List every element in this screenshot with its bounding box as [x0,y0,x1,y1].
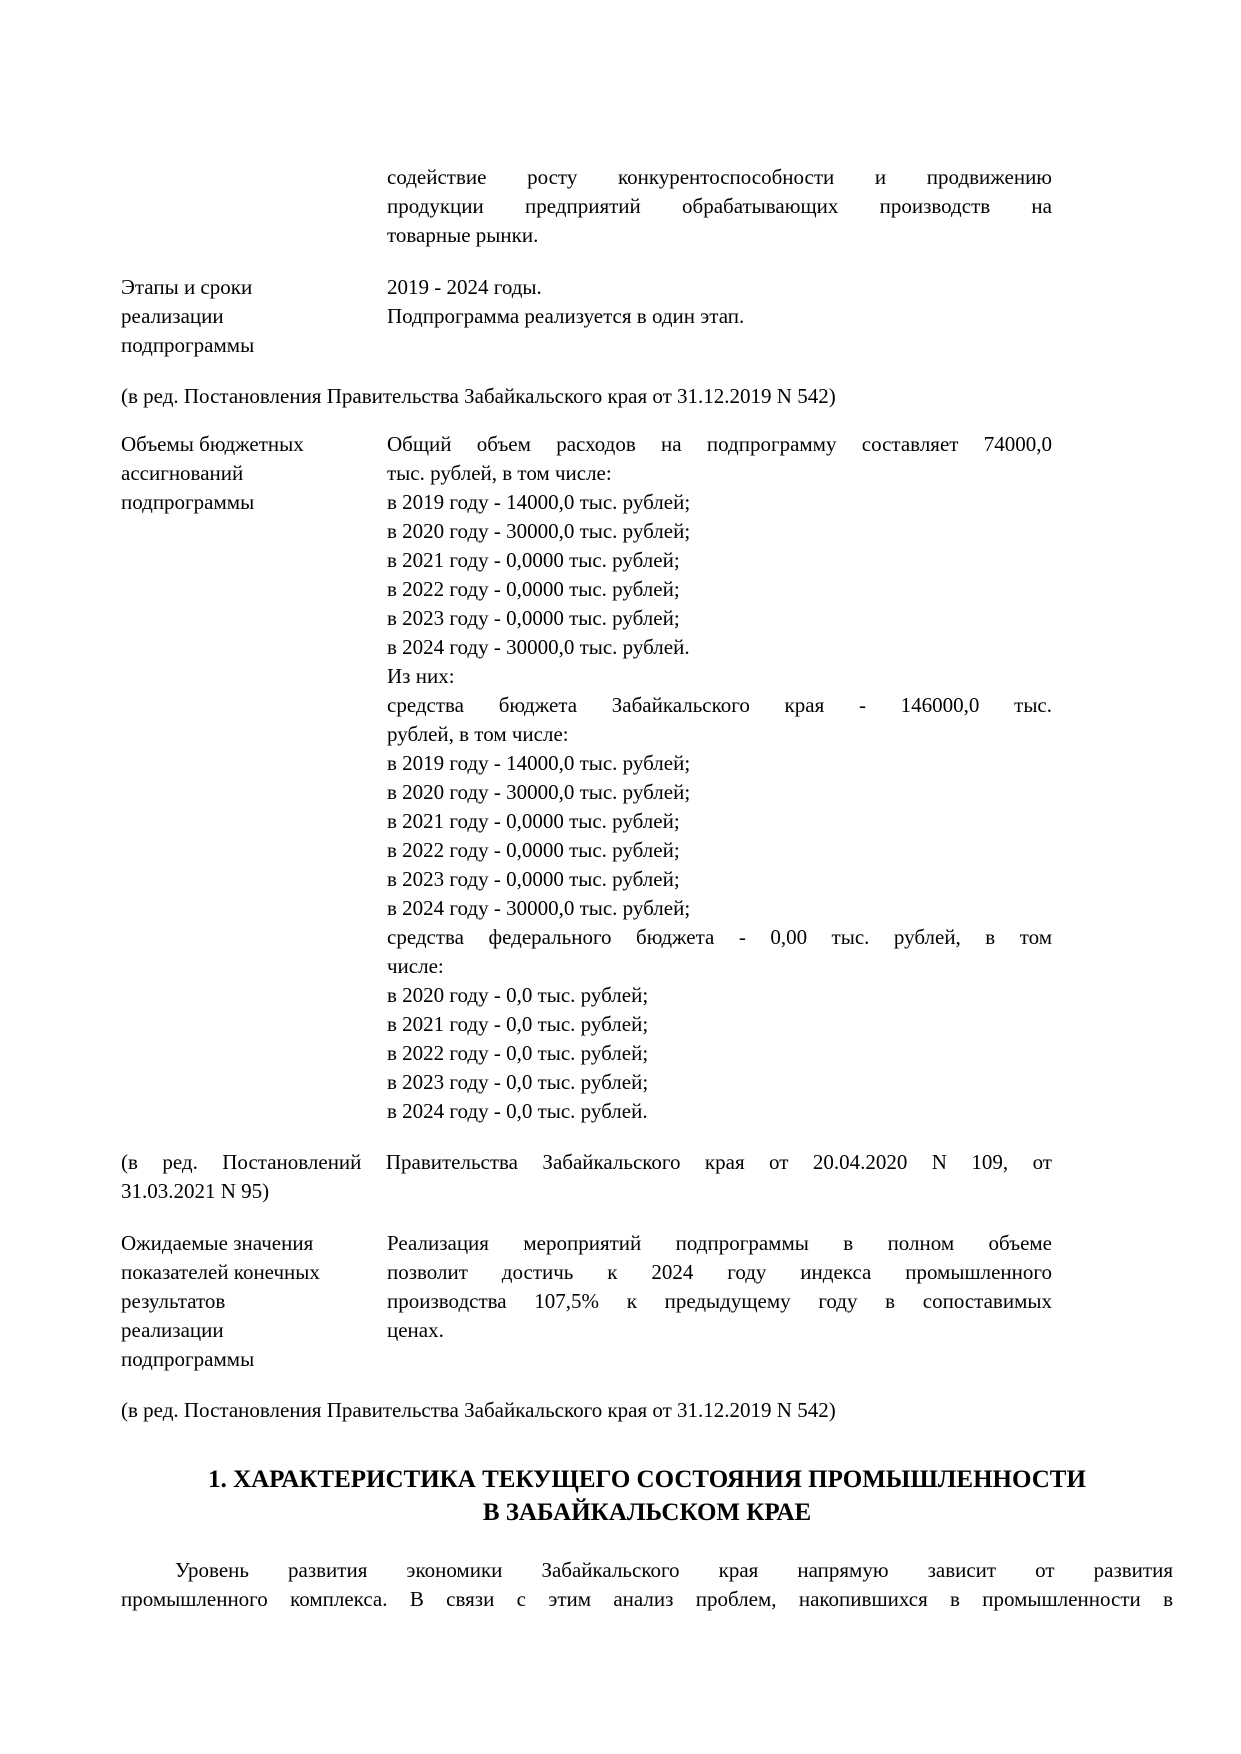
heading-line: В ЗАБАЙКАЛЬСКОМ КРАЕ [482,1499,812,1526]
text-line: в 2019 году - 14000,0 тыс. рублей; [387,490,691,514]
amendment-note [121,1148,1052,1206]
text-line: Ожидаемые значения [121,1231,314,1255]
text-line: в 2024 году - 30000,0 тыс. рублей. [387,635,690,659]
text-line: Объемы бюджетных [121,432,304,456]
text-line: Подпрограмма реализуется в один этап. [387,304,745,328]
text-line: в 2019 году - 14000,0 тыс. рублей; [387,751,691,775]
text-line: (в ред. Постановлений Правительства Забайкальского края от 20.04.2020 N 109, от [121,1150,1052,1174]
text-line: подпрограммы [121,490,255,514]
text-line: в 2021 году - 0,0000 тыс. рублей; [387,809,680,833]
budget-label [121,430,371,517]
stages-value [387,273,1052,331]
amendment-note [121,1396,1052,1425]
text-line: тыс. рублей, в том числе: [387,461,612,485]
text-line: в 2022 году - 0,0000 тыс. рублей; [387,838,680,862]
text-line: промышленного комплекса. В связи с этим анализ проблем, накопившихся в промышленности в [121,1587,1173,1611]
body-paragraph [121,1556,1173,1614]
text-line: в 2023 году - 0,0000 тыс. рублей; [387,867,680,891]
text-line: реализации [121,1318,224,1342]
budget-value [387,430,1052,1126]
text-line: (в ред. Постановления Правительства Забайкальского края от 31.12.2019 N 542) [121,1398,836,1422]
text-line: подпрограммы [121,1347,255,1371]
text-line: ценах. [387,1318,444,1342]
text-line: в 2024 году - 0,0 тыс. рублей. [387,1099,648,1123]
text-line: продукции предприятий обрабатывающих производств на [387,194,1052,218]
text-line: 31.03.2021 N 95) [121,1179,270,1203]
text-line: в 2023 году - 0,0 тыс. рублей; [387,1070,649,1094]
text-line: в 2022 году - 0,0000 тыс. рублей; [387,577,680,601]
text-line: позволит достичь к 2024 году индекса промышленного [387,1260,1052,1284]
text-line: Общий объем расходов на подпрограмму составляет 74000,0 [387,432,1052,456]
text-line: реализации [121,304,224,328]
text-line: содействие росту конкурентоспособности и продвижению [387,165,1052,189]
text-line: подпрограммы [121,333,255,357]
intro-text [387,163,1052,250]
expected-value [387,1229,1052,1345]
text-line: в 2021 году - 0,0000 тыс. рублей; [387,548,680,572]
text-line: в 2021 году - 0,0 тыс. рублей; [387,1012,649,1036]
text-line: ассигнований [121,461,244,485]
text-line: рублей, в том числе: [387,722,569,746]
text-line: 2019 - 2024 годы. [387,275,542,299]
text-line: результатов [121,1289,226,1313]
text-line: товарные рынки. [387,223,539,247]
text-line: Этапы и сроки [121,275,253,299]
text-line: производства 107,5% к предыдущему году в сопоставимых [387,1289,1052,1313]
text-line: в 2020 году - 30000,0 тыс. рублей; [387,780,691,804]
text-line: в 2024 году - 30000,0 тыс. рублей; [387,896,691,920]
text-line: Из них: [387,664,455,688]
amendment-note [121,382,1052,411]
text-line: в 2022 году - 0,0 тыс. рублей; [387,1041,649,1065]
text-line: Реализация мероприятий подпрограммы в полном объеме [387,1231,1052,1255]
text-line: числе: [387,954,444,978]
text-line: средства федерального бюджета - 0,00 тыс. рублей, в том [387,925,1052,949]
text-line: в 2023 году - 0,0000 тыс. рублей; [387,606,680,630]
heading-line: 1. ХАРАКТЕРИСТИКА ТЕКУЩЕГО СОСТОЯНИЯ ПРОМЫШЛЕННОСТИ [208,1466,1086,1493]
expected-label [121,1229,371,1374]
text-line: средства бюджета Забайкальского края - 146000,0 тыс. [387,693,1052,717]
text-line: Уровень развития экономики Забайкальского края напрямую зависит от развития [175,1558,1173,1582]
text-line: (в ред. Постановления Правительства Забайкальского края от 31.12.2019 N 542) [121,384,836,408]
text-line: показателей конечных [121,1260,320,1284]
text-line: в 2020 году - 0,0 тыс. рублей; [387,983,649,1007]
stages-label [121,273,371,360]
section-heading [121,1463,1173,1529]
text-line: в 2020 году - 30000,0 тыс. рублей; [387,519,691,543]
